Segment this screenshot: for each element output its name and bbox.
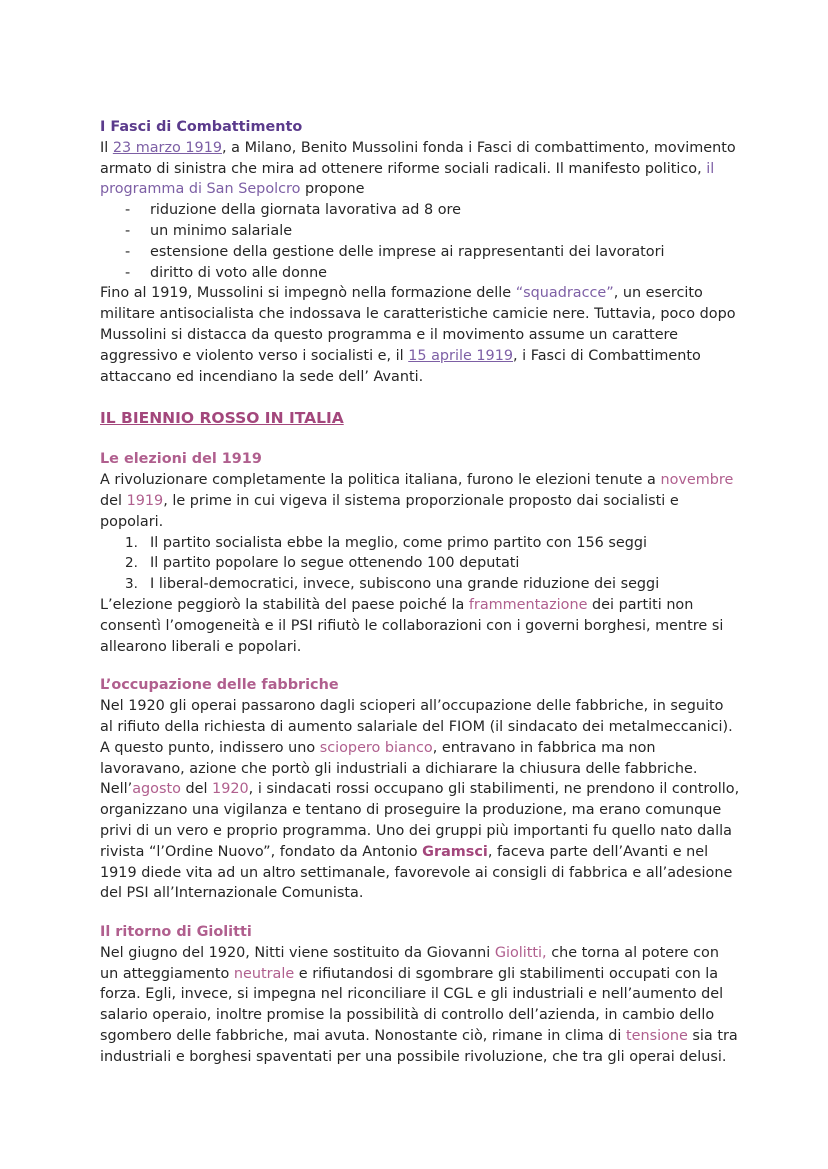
highlight-term: “squadracce” [515, 285, 614, 302]
text-run: , le prime in cui vigeva il sistema proporzionale proposto dai socialisti e popolari. [100, 492, 679, 530]
spacer [100, 387, 740, 407]
list-item [100, 242, 740, 263]
paragraph [100, 696, 740, 779]
text-run: Nel giugno del 1920, Nitti viene sostituito da Giovanni [100, 944, 495, 961]
section-occupazione [100, 675, 740, 904]
list-item [100, 574, 740, 595]
paragraph [100, 779, 740, 904]
section-fasci [100, 117, 740, 387]
highlight-term: neutrale [233, 965, 295, 982]
list-item-text: I liberal-democratici, invece, subiscono una grande riduzione dei seggi [150, 576, 660, 593]
list-item [100, 200, 740, 221]
list-marker: 1. [125, 534, 138, 551]
text-run: , i sindacati rossi occupano gli stabilimenti, ne prendono il controllo, organizzano una vigilanza e tentano di proseguire la produzione, ma erano comunque privi di un vero e proprio programma. Uno dei gruppi più importanti fu quello nato dalla rivista “l’Ordine Nuovo”, fondato da Antonio [100, 781, 740, 860]
text-run: sia tra industriali e borghesi spaventati per una possibile rivoluzione, che tra gli operai delusi. [100, 1028, 738, 1065]
list-item [100, 263, 740, 284]
paragraph [100, 138, 740, 200]
highlight-term: il programma di San Sepolcro [100, 160, 715, 198]
list-item-text: Il partito socialista ebbe la meglio, come primo partito con 156 seggi [150, 534, 648, 551]
text-run: L’elezione peggiorò la stabilità del paese poiché la [100, 596, 469, 613]
highlight-term: 1920 [212, 781, 249, 798]
text-run: del [180, 781, 213, 798]
section-title: Le elezioni del 1919 [100, 451, 262, 468]
text-run: A rivoluzionare completamente la politica italiana, furono le elezioni tenute a [100, 472, 661, 489]
text-run: Il [100, 139, 113, 156]
highlight-term: sciopero bianco [319, 739, 433, 756]
text-run: Fino al 1919, Mussolini si impegnò nella formazione delle [100, 285, 516, 302]
section-giolitti [100, 922, 740, 1068]
section-title: I Fasci di Combattimento [100, 119, 303, 135]
paragraph [100, 595, 740, 657]
text-run: , faceva parte dell’Avanti e nel 1919 diede vita ad un altro settimanale, favorevole ai consigli di fabbrica e all’adesione del PSI all’Internazionale Comunista. [100, 843, 733, 902]
list-item-text: Il partito popolare lo segue ottenendo 100 deputati [150, 555, 520, 572]
highlight-term: novembre [660, 472, 734, 489]
list-item-text: diritto di voto alle donne [150, 264, 328, 281]
paragraph [100, 943, 740, 1068]
text-run: , un esercito militare antisocialista che indossava le caratteristiche camicie nere. Tuttavia, poco dopo Mussolini si distacca da questo programma e il movimento assume un carattere aggressivo e violento verso i socialisti e, il [100, 285, 736, 364]
section-elezioni [100, 449, 740, 657]
list-item [100, 533, 740, 554]
list-marker: 3. [125, 576, 138, 593]
spacer [100, 904, 740, 922]
list-marker: - [125, 243, 131, 260]
list-item-text: estensione della gestione delle imprese ai rappresentanti dei lavoratori [150, 243, 665, 260]
text-run: del [100, 492, 127, 509]
numbered-list [100, 533, 740, 595]
document-page [100, 117, 740, 1068]
text-run: Nel 1920 gli operai passarono dagli scioperi all’occupazione delle fabbriche, in seguito al rifiuto della richiesta di aumento salariale del FIOM (il sindacato dei metalmeccanici). A questo punto, indissero uno [100, 698, 733, 756]
text-run: e rifiutandosi di sgombrare gli stabilimenti occupati con la forza. Egli, invece, si impegna nel riconciliare il CGL e gli industriali e nell’aumento del salario operaio, inoltre promise la possibilità di controllo dell’azienda, in cambio dello sgombero delle fabbriche, mai avuta. Nonostante ciò, rimane in clima di [100, 965, 724, 1045]
list-marker: - [125, 202, 131, 219]
list-item-text: riduzione della giornata lavorativa ad 8 ore [150, 202, 461, 219]
list-item [100, 553, 740, 574]
text-run: dei partiti non consentì l’omogeneità e il PSI rifiutò le collaborazioni con i governi borghesi, mentre si allearono liberali e popolari. [100, 596, 724, 655]
highlight-term: Gramsci [422, 843, 488, 860]
text-run: , a Milano, Benito Mussolini fonda i Fasci di combattimento, movimento armato di sinistra che mira ad ottenere riforme sociali radicali. Il manifesto politico, [100, 139, 736, 177]
spacer [100, 429, 740, 449]
highlight-term: tensione [625, 1028, 688, 1045]
paragraph [100, 470, 740, 532]
highlight-term: Giolitti, [494, 944, 547, 961]
list-marker: - [125, 264, 131, 281]
list-marker: 2. [125, 555, 138, 572]
bullet-list [100, 200, 740, 283]
section-title: L’occupazione delle fabbriche [100, 677, 339, 694]
text-run: che torna al potere con un atteggiamento [100, 944, 719, 982]
highlight-term: agosto [132, 781, 181, 798]
text-run: propone [300, 181, 365, 198]
text-run: , i Fasci di Combattimento attaccano ed incendiano la sede dell’ Avanti. [100, 347, 701, 385]
text-run: Nell’ [100, 781, 133, 798]
list-item-text: un minimo salariale [150, 222, 293, 239]
date-link[interactable]: 15 aprile 1919 [408, 347, 514, 364]
date-link[interactable]: 23 marzo 1919 [112, 139, 223, 156]
text-run: , entravano in fabbrica ma non lavoravano, azione che portò gli industriali a dichiarare la chiusura delle fabbriche. [100, 739, 698, 777]
spacer [100, 657, 740, 675]
highlight-term: 1919 [126, 492, 164, 509]
list-marker: - [125, 222, 131, 239]
highlight-term: frammentazione [468, 596, 588, 613]
paragraph [100, 283, 740, 387]
main-heading: IL BIENNIO ROSSO IN ITALIA [100, 409, 344, 428]
section-title: Il ritorno di Giolitti [100, 924, 252, 941]
list-item [100, 221, 740, 242]
